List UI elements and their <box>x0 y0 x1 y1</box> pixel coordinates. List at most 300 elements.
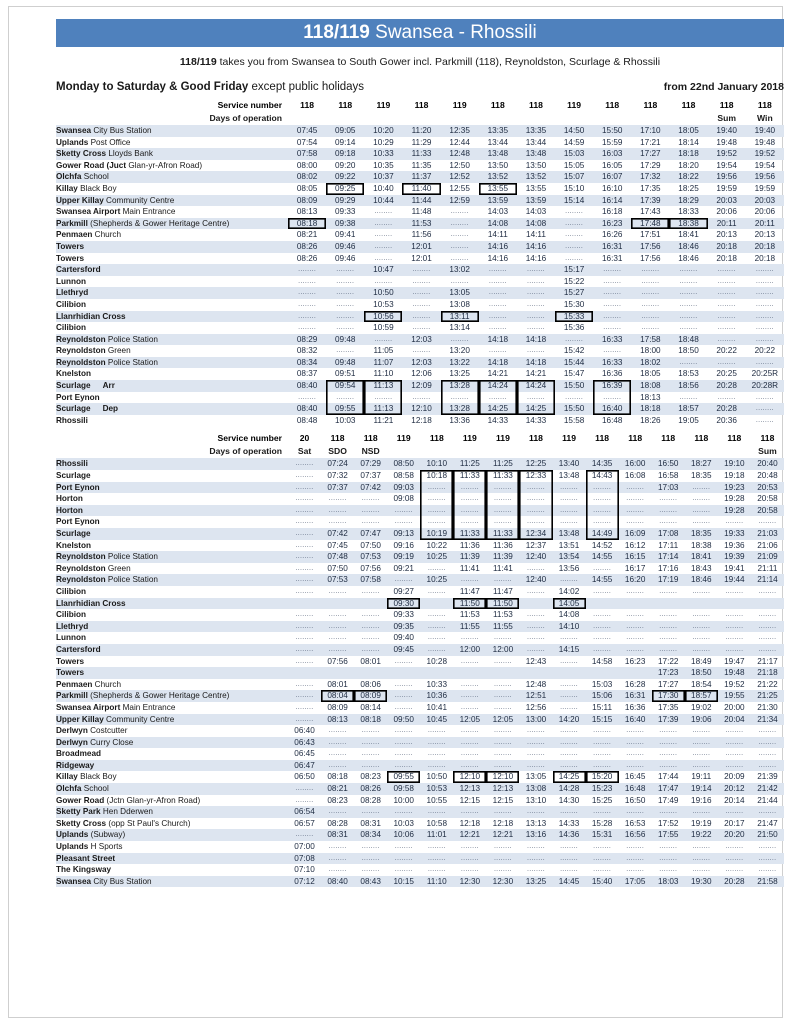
table-row <box>56 864 784 876</box>
departure-time-cell: 17:56 <box>631 241 669 253</box>
departure-time-cell: 11:53 <box>492 610 513 620</box>
departure-time-cell: ........ <box>412 300 431 308</box>
departure-time-cell: 16:05 <box>601 160 623 170</box>
service-number-cell: 118 <box>595 433 610 444</box>
stop-name-cell: Uplands (Subway) <box>56 829 288 841</box>
days-and-validity <box>56 81 784 93</box>
departure-time-cell: 16:31 <box>601 253 623 263</box>
departure-time-cell: ........ <box>527 611 545 619</box>
route-number: 118/119 <box>303 22 370 43</box>
stop-name-cell: Parkmill (Shepherds & Gower Heritage Centre) <box>56 218 288 230</box>
departure-time-cell: ........ <box>387 806 420 818</box>
departure-time-cell: 15:11 <box>592 702 613 712</box>
departure-time-cell: 12:40 <box>519 574 552 586</box>
table-row <box>56 632 784 644</box>
departure-time-cell: 12:03 <box>402 357 440 369</box>
departure-time-cell: 20:20 <box>718 829 751 841</box>
stop-name-cell: Killay Black Boy <box>56 772 117 782</box>
departure-time-cell: ........ <box>402 287 440 299</box>
departure-time-cell: 09:30 <box>387 598 420 610</box>
departure-time-cell: ........ <box>321 806 354 818</box>
departure-time-cell: 19:23 <box>718 482 751 494</box>
departure-time-cell: 06:57 <box>294 818 315 828</box>
departure-time-cell: 18:00 <box>640 346 661 356</box>
departure-time-cell: 09:38 <box>326 218 364 230</box>
table-row <box>56 206 784 218</box>
departure-time-cell: 08:32 <box>296 346 318 356</box>
departure-time-cell: 19:56 <box>746 171 784 183</box>
service-number-cell: 118 <box>414 100 429 110</box>
departure-time-cell: 21:18 <box>751 667 784 679</box>
departure-time-cell: ........ <box>626 518 645 526</box>
departure-time-cell: 16:23 <box>624 656 646 666</box>
departure-time-cell: 07:56 <box>327 656 348 666</box>
days-of-operation-heading <box>56 81 364 93</box>
departure-time-cell: 09:46 <box>326 241 364 253</box>
stop-name-cell: Gower Road (Jctn Glan-yr-Afron Road) <box>56 795 201 805</box>
departure-time-cell: ........ <box>593 866 612 874</box>
departure-time-cell <box>519 598 552 610</box>
departure-time-cell: 09:40 <box>393 633 414 643</box>
departure-time-cell: 13:25 <box>519 876 552 888</box>
departure-time-cell: ........ <box>692 843 711 851</box>
service-number-cell: 118 <box>429 433 444 444</box>
departure-time-cell: 07:37 <box>321 482 354 494</box>
departure-time-cell: 18:18 <box>669 148 707 160</box>
departure-time-cell: ........ <box>288 264 326 276</box>
departure-time-cell: 18:14 <box>678 137 699 147</box>
departure-time-cell: ........ <box>326 264 364 276</box>
departure-time-cell: 12:18 <box>492 818 514 828</box>
departure-time-cell: 14:58 <box>591 656 613 666</box>
departure-time-cell: 14:24 <box>517 380 555 392</box>
departure-time-cell: 19:11 <box>691 772 712 782</box>
departure-time-cell: 12:05 <box>453 714 486 726</box>
departure-time-cell: 17:39 <box>652 714 685 726</box>
departure-time-cell: 17:30 <box>652 690 685 702</box>
departure-time-cell: 11:39 <box>486 551 519 563</box>
departure-time-cell: ........ <box>326 287 364 299</box>
departure-time-cell: 08:26 <box>354 783 387 795</box>
service-number-cell: 118 <box>605 100 620 110</box>
departure-time-cell: 15:47 <box>563 369 585 379</box>
service-number-header <box>56 99 784 112</box>
departure-time-cell: 16:58 <box>657 471 679 481</box>
departure-time-cell: 08:09 <box>288 195 326 207</box>
departure-time-cell: 10:06 <box>387 829 420 841</box>
departure-time-cell: ........ <box>298 277 317 285</box>
departure-time-cell: ........ <box>295 796 314 804</box>
departure-time-cell: ........ <box>328 495 347 503</box>
service-number-cell: 118 <box>529 433 543 444</box>
departure-time-cell: 15:50 <box>555 380 593 392</box>
departure-time-cell: ........ <box>450 277 469 285</box>
departure-time-cell: 13:11 <box>441 311 479 323</box>
departure-time-cell: ........ <box>755 416 774 424</box>
departure-time-cell: 11:36 <box>459 540 480 550</box>
table-row <box>56 253 784 265</box>
departure-time-cell: 08:23 <box>360 772 381 782</box>
departure-time-cell: ........ <box>669 264 707 276</box>
departure-time-cell: 11:33 <box>486 470 519 482</box>
departure-time-cell: ........ <box>626 750 645 758</box>
departure-time-cell: 06:54 <box>288 806 321 818</box>
page-title <box>56 19 784 47</box>
departure-time-cell: ........ <box>526 347 545 355</box>
departure-time-cell: 11:37 <box>402 171 440 183</box>
stop-name-cell: Cilibion <box>56 586 87 596</box>
departure-time-cell: ........ <box>402 311 440 323</box>
departure-time-cell: ........ <box>387 690 420 702</box>
stop-name-cell: Lunnon <box>56 633 87 643</box>
departure-time-cell: ........ <box>488 324 507 332</box>
stop-name-cell: Port Eynon <box>56 392 100 402</box>
departure-time-cell: ........ <box>361 518 380 526</box>
departure-time-cell: ........ <box>555 218 593 230</box>
departure-time-cell: ........ <box>387 737 420 749</box>
departure-time-cell: ........ <box>420 853 453 865</box>
departure-time-cell: ........ <box>708 287 746 299</box>
departure-time-cell: 14:25 <box>553 771 586 783</box>
departure-time-cell: 19:44 <box>718 574 751 586</box>
departure-time-cell: 12:03 <box>402 334 440 346</box>
table-row <box>56 516 784 528</box>
departure-time-cell: ........ <box>361 611 380 619</box>
departure-time-cell: 14:05 <box>553 598 586 610</box>
departure-time-cell: ........ <box>295 680 314 688</box>
departure-time-cell: 20:06 <box>754 207 776 217</box>
departure-time-cell: 20:11 <box>708 218 746 230</box>
departure-time-cell: ........ <box>420 737 453 749</box>
departure-time-cell: 09:14 <box>335 137 356 147</box>
departure-time-cell: 09:33 <box>335 207 356 217</box>
departure-time-cell: ........ <box>486 853 519 865</box>
departure-time-cell: 10:36 <box>420 690 453 702</box>
departure-time-cell: 17:05 <box>619 876 652 888</box>
departure-time-cell: ........ <box>692 750 711 758</box>
departure-time-cell: ........ <box>708 264 746 276</box>
departure-time-cell: 16:14 <box>593 195 631 207</box>
departure-time-cell: ........ <box>394 657 413 665</box>
departure-time-cell: 10:50 <box>426 772 448 782</box>
stop-name-cell: Sketty Park Hen Dderwen <box>56 806 288 818</box>
departure-time-cell: 14:16 <box>487 253 509 263</box>
departure-time-cell: 19:52 <box>724 679 745 689</box>
departure-time-cell: 09:03 <box>387 482 420 494</box>
departure-time-cell: ........ <box>450 208 469 216</box>
table-row <box>56 876 784 888</box>
departure-time-cell: ........ <box>295 564 314 572</box>
days-of-operation-cell: Sat <box>297 446 312 457</box>
inbound-timetable <box>56 432 784 887</box>
departure-time-cell: ........ <box>412 277 431 285</box>
departure-time-cell: ........ <box>652 760 685 772</box>
days-of-operation-header <box>56 445 784 458</box>
departure-time-cell: 10:33 <box>426 679 448 689</box>
departure-time-cell: 11:20 <box>402 125 440 137</box>
departure-time-cell: ........ <box>420 806 453 818</box>
departure-time-cell: 18:46 <box>678 253 699 263</box>
departure-time-cell: ........ <box>718 644 751 656</box>
departure-time-cell: 14:18 <box>517 357 555 369</box>
departure-time-cell: 13:56 <box>558 563 580 573</box>
timetable-content <box>56 19 784 887</box>
departure-time-cell: ........ <box>488 277 507 285</box>
departure-time-cell: 18:13 <box>640 392 661 402</box>
days-of-operation-cell <box>288 112 326 125</box>
departure-time-cell: ........ <box>526 277 545 285</box>
table-row <box>56 125 784 137</box>
departure-time-cell: ........ <box>486 737 519 749</box>
departure-time-cell: ........ <box>295 587 314 595</box>
days-of-operation-cell <box>718 445 751 458</box>
departure-time-cell: 13:28 <box>441 403 479 415</box>
departure-time-cell: ........ <box>718 737 751 749</box>
departure-time-cell: 17:10 <box>631 125 669 137</box>
departure-time-cell: ........ <box>751 806 784 818</box>
departure-time-cell: ........ <box>519 482 552 494</box>
departure-time-cell: 13:35 <box>517 125 555 137</box>
departure-time-cell: 13:50 <box>487 160 509 170</box>
departure-time-cell: ........ <box>560 495 579 503</box>
stop-name-cell: Towers <box>56 253 85 263</box>
departure-time-cell: 16:31 <box>593 241 631 253</box>
departure-time-cell: 19:22 <box>685 829 718 841</box>
departure-time-cell: ........ <box>295 657 314 665</box>
departure-time-cell: 16:15 <box>619 551 652 563</box>
days-of-operation-cell <box>441 112 479 125</box>
departure-time-cell: 07:32 <box>327 471 348 481</box>
departure-time-cell: 11:50 <box>486 598 519 610</box>
departure-time-cell: 06:43 <box>288 737 321 749</box>
departure-time-cell <box>519 667 552 679</box>
departure-time-cell: 17:16 <box>657 563 679 573</box>
departure-time-cell: 18:46 <box>669 241 707 253</box>
departure-time-cell: 18:50 <box>678 346 699 356</box>
departure-time-cell: ........ <box>679 300 698 308</box>
departure-time-cell: ........ <box>517 392 555 404</box>
departure-time-cell: 15:59 <box>601 137 623 147</box>
departure-time-cell: 09:21 <box>393 563 414 573</box>
stop-name-cell: Upper Killay Community Centre <box>56 195 288 207</box>
stop-name-cell: Lunnon <box>56 276 87 286</box>
departure-time-cell: 09:19 <box>387 551 420 563</box>
departure-time-cell: 15:36 <box>563 323 585 333</box>
departure-time-cell: ........ <box>321 644 354 656</box>
service-number-cell: 118 <box>727 433 742 444</box>
departure-time-cell: ........ <box>420 516 453 528</box>
departure-time-cell: 17:58 <box>631 334 669 346</box>
departure-time-cell: 18:35 <box>691 471 712 481</box>
stop-name-cell: Reynoldston Police Station <box>56 357 288 369</box>
departure-time-cell: 07:42 <box>354 482 387 494</box>
departure-time-cell: 12:10 <box>402 403 440 415</box>
departure-time-cell: ........ <box>586 853 619 865</box>
table-row <box>56 609 784 621</box>
departure-time-cell <box>751 598 784 610</box>
departure-time-cell: 17:51 <box>640 230 661 240</box>
departure-time-cell: ........ <box>453 806 486 818</box>
service-number-cell: 118 <box>529 100 543 110</box>
departure-time-cell: 14:24 <box>479 380 517 392</box>
departure-time-cell: ........ <box>394 866 413 874</box>
departure-time-cell: ........ <box>394 680 413 688</box>
departure-time-cell: 09:55 <box>326 403 364 415</box>
departure-time-cell: 16:03 <box>593 148 631 160</box>
departure-time-cell: 08:28 <box>360 795 381 805</box>
departure-time-cell: ........ <box>593 634 612 642</box>
departure-time-cell: 10:35 <box>373 160 394 170</box>
departure-time-cell: 13:20 <box>449 346 470 356</box>
departure-time-cell: 07:48 <box>321 551 354 563</box>
departure-time-cell: 07:50 <box>327 563 348 573</box>
table-row <box>56 148 784 160</box>
departure-time-cell: ........ <box>669 311 707 323</box>
departure-time-cell: 07:42 <box>321 528 354 540</box>
table-row <box>56 563 784 575</box>
departure-time-cell: ........ <box>493 657 512 665</box>
departure-time-cell: 13:55 <box>525 183 547 193</box>
departure-time-cell: 11:36 <box>492 540 513 550</box>
departure-time-cell: 14:18 <box>517 334 555 346</box>
departure-time-cell: 20:28 <box>708 403 746 415</box>
departure-time-cell: 09:16 <box>393 540 414 550</box>
departure-time-cell: 11:39 <box>453 551 486 563</box>
departure-time-cell: 19:40 <box>746 125 784 137</box>
departure-time-cell: 11:21 <box>373 415 394 425</box>
departure-time-cell: 09:35 <box>387 621 420 633</box>
departure-time-cell: ........ <box>321 621 354 633</box>
departure-time-cell: 13:36 <box>449 415 470 425</box>
departure-time-cell: ........ <box>619 806 652 818</box>
departure-time-cell: 17:56 <box>640 253 661 263</box>
departure-time-cell: ........ <box>460 843 479 851</box>
departure-time-cell: 17:23 <box>652 667 685 679</box>
departure-time-cell: ........ <box>669 287 707 299</box>
departure-time-cell: 17:47 <box>652 783 685 795</box>
departure-time-cell: 09:05 <box>326 125 364 137</box>
departure-time-cell: ........ <box>321 737 354 749</box>
departure-time-cell: 08:18 <box>327 772 348 782</box>
departure-time-cell: ........ <box>659 587 678 595</box>
departure-time-cell: 20:36 <box>716 415 737 425</box>
departure-time-cell: 11:47 <box>459 586 480 596</box>
departure-time-cell <box>288 598 321 610</box>
stop-name-cell: Knelston <box>56 369 92 379</box>
departure-time-cell: 20:09 <box>724 772 745 782</box>
stop-name-cell: Towers <box>56 667 288 679</box>
departure-time-cell: ........ <box>354 760 387 772</box>
departure-time-cell: 15:07 <box>555 171 593 183</box>
departure-time-cell: ........ <box>321 853 354 865</box>
departure-time-cell: ........ <box>553 853 586 865</box>
departure-time-cell: ........ <box>593 843 612 851</box>
table-row <box>56 276 784 288</box>
departure-time-cell: ........ <box>692 727 711 735</box>
departure-time-cell: ........ <box>453 737 486 749</box>
departure-time-cell: ........ <box>652 644 685 656</box>
departure-time-cell: ........ <box>479 311 517 323</box>
service-number-cell: 118 <box>757 100 772 110</box>
departure-time-cell: 12:05 <box>486 714 519 726</box>
departure-time-cell: 12:09 <box>402 380 440 392</box>
days-of-operation-label: Days of operation <box>209 446 283 457</box>
table-row <box>56 586 784 598</box>
departure-time-cell: ........ <box>450 254 469 262</box>
departure-time-cell: ........ <box>354 806 387 818</box>
departure-time-cell: ........ <box>486 482 519 494</box>
departure-time-cell: 13:05 <box>525 772 547 782</box>
departure-time-cell: 13:00 <box>519 714 552 726</box>
departure-time-cell: ........ <box>460 657 479 665</box>
departure-time-cell: 14:08 <box>558 610 580 620</box>
departure-time-cell: 07:58 <box>288 148 326 160</box>
departure-time-cell: 13:52 <box>479 171 517 183</box>
days-of-operation-cell <box>669 112 707 125</box>
departure-time-cell: 13:05 <box>441 287 479 299</box>
stop-name-cell: Reynoldston Police Station <box>56 334 288 346</box>
departure-time-cell: 13:22 <box>441 357 479 369</box>
departure-time-cell: 15:30 <box>563 299 585 309</box>
stop-name-cell: Horton <box>56 505 288 517</box>
departure-time-cell: ........ <box>586 806 619 818</box>
departure-time-cell: ........ <box>553 737 586 749</box>
stop-name-cell: Scurlage Arr <box>56 380 288 392</box>
departure-time-cell: 11:33 <box>453 470 486 482</box>
departure-time-cell: 09:20 <box>335 160 356 170</box>
departure-time-cell: 10:20 <box>364 125 402 137</box>
departure-time-cell: 13:08 <box>519 783 552 795</box>
departure-time-cell: ........ <box>420 482 453 494</box>
departure-time-cell: 10:55 <box>426 795 448 805</box>
departure-time-cell: 14:33 <box>558 818 580 828</box>
departure-time-cell: 10:10 <box>420 458 453 470</box>
stop-name-cell: Swansea City Bus Station <box>56 125 288 137</box>
departure-time-cell: 13:44 <box>487 137 509 147</box>
departure-time-cell: 18:05 <box>640 369 661 379</box>
departure-time-cell: 07:50 <box>360 540 381 550</box>
stop-name-cell: Killay Black Boy <box>56 183 117 193</box>
departure-time-cell: 11:10 <box>373 369 394 379</box>
departure-time-cell: ........ <box>517 287 555 299</box>
table-row <box>56 806 784 818</box>
stop-name-cell: Knelston <box>56 540 92 550</box>
departure-time-cell: 10:33 <box>364 148 402 160</box>
departure-time-cell: 16:53 <box>624 818 646 828</box>
departure-time-cell <box>354 667 387 679</box>
stop-name-cell: Olchfa School <box>56 171 288 183</box>
departure-time-cell: 12:21 <box>453 829 486 841</box>
departure-time-cell: ........ <box>560 866 579 874</box>
service-number-cell: 118 <box>694 433 709 444</box>
departure-time-cell: ........ <box>746 403 784 415</box>
service-number-cell: 119 <box>567 100 582 110</box>
departure-time-cell: ........ <box>288 621 321 633</box>
departure-time-cell: ........ <box>725 750 744 758</box>
table-row <box>56 368 784 380</box>
departure-time-cell: 15:27 <box>555 287 593 299</box>
departure-time-cell: ........ <box>427 564 446 572</box>
departure-time-cell: 20:04 <box>718 714 751 726</box>
service-number-cell: 119 <box>495 433 510 444</box>
stop-name-cell: Sketty Cross Lloyds Bank <box>56 148 288 160</box>
days-of-operation-cell <box>631 112 669 125</box>
departure-time-cell: 19:28 <box>718 505 751 517</box>
departure-time-cell: ........ <box>593 611 612 619</box>
departure-time-cell: 11:56 <box>411 230 432 240</box>
departure-time-cell: ........ <box>626 634 645 642</box>
departure-time-cell: ........ <box>758 727 777 735</box>
